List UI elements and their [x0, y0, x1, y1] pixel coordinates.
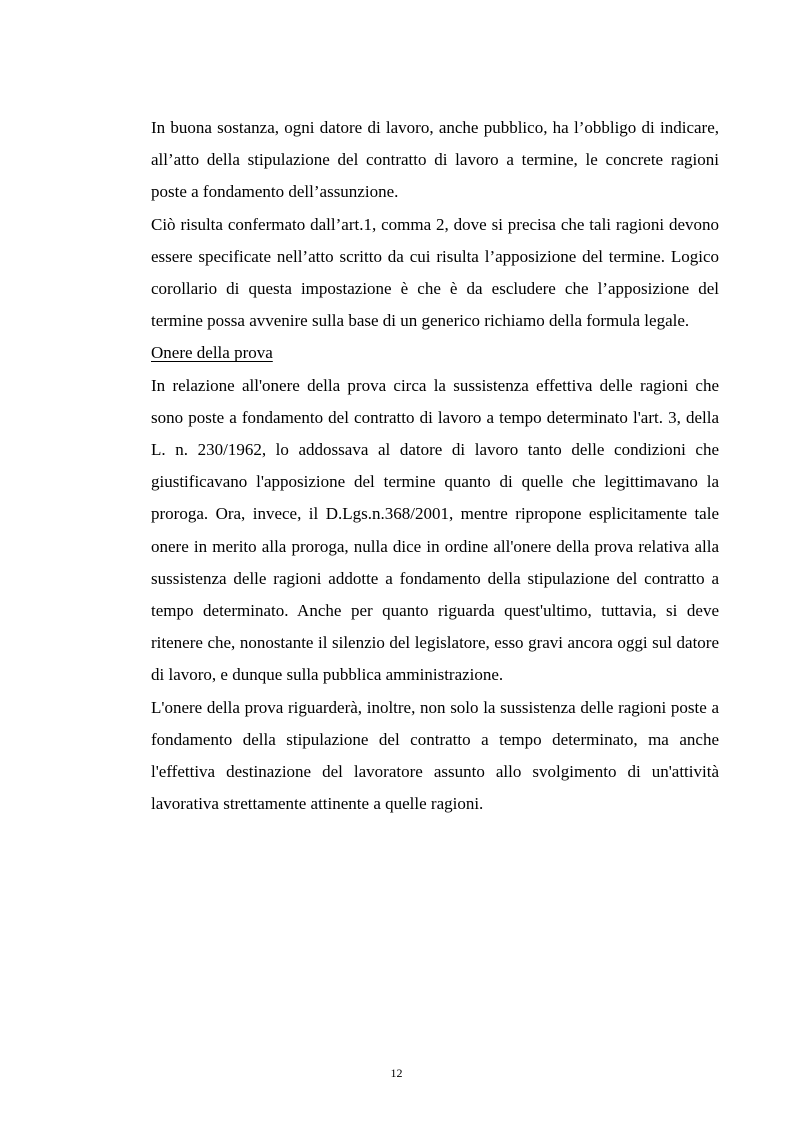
- paragraph-3: In relazione all'onere della prova circa la sussistenza effettiva delle ragioni che sono poste a fondamento del contratto di lavoro a tempo determinato l'art. 3, della L. n. 230/1962, lo addossava al datore di lavoro tanto delle condizioni che giustificavano l'apposizione del termine quanto di quelle che legittimavano la proroga. Ora, invece, il D.Lgs.n.368/2001, mentre ripropone esplicitamente tale onere in merito alla proroga, nulla dice in ordine all'onere della prova relativa alla sussistenza delle ragioni addotte a fondamento della stipulazione del contratto a tempo determinato. Anche per quanto riguarda quest'ultimo, tuttavia, si deve ritenere che, nonostante il silenzio del legislatore, esso gravi ancora oggi sul datore di lavoro, e dunque sulla pubblica amministrazione.: [151, 375, 719, 685]
- paragraph-1: In buona sostanza, ogni datore di lavoro, anche pubblico, ha l’obbligo di indicare, all’atto della stipulazione del contratto di lavoro a termine, le concrete ragioni poste a fondamento dell’assunzione.: [151, 118, 719, 202]
- paragraph-2: Ciò risulta confermato dall’art.1, comma 2, dove si precisa che tali ragioni devono essere specificate nell’atto scritto da cui risulta l’apposizione del termine. Logico corollario di questa impostazione è che è da escludere che l’apposizione del termine possa avvenire sulla base di un generico richiamo della formula legale.: [151, 214, 719, 331]
- page-body: [151, 112, 719, 820]
- page-number: 12: [390, 1066, 403, 1080]
- paragraph-4: L'onere della prova riguarderà, inoltre, non solo la sussistenza delle ragioni poste a fondamento della stipulazione del contratto a tempo determinato, ma anche l'effettiva destinazione del lavoratore assunto allo svolgimento di un'attività lavorativa strettamente attinente a quelle ragioni.: [151, 697, 719, 814]
- section-heading: Onere della prova: [151, 343, 273, 363]
